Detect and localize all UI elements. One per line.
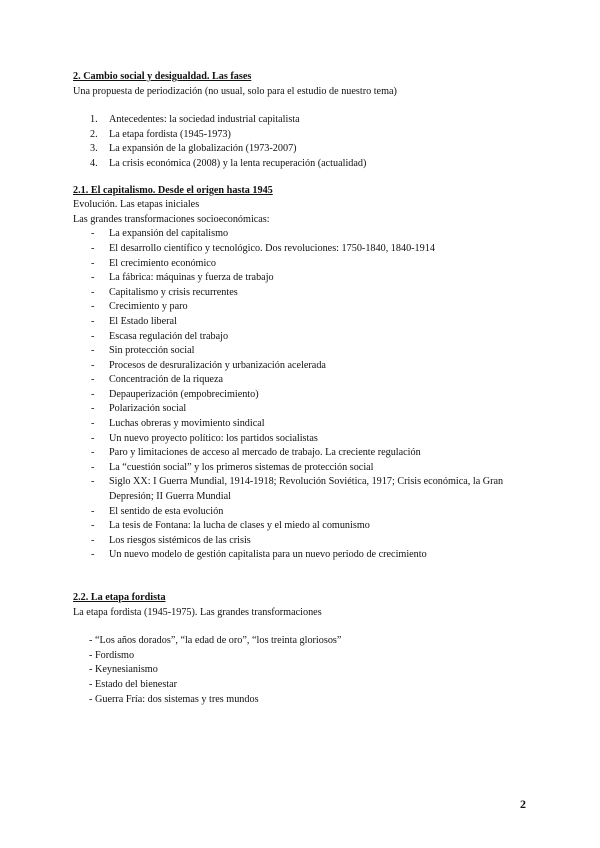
section-intro-periodizacion: Una propuesta de periodización (no usual, solo para el estudio de nuestro tema) bbox=[73, 85, 397, 97]
list-item: - Capitalismo y crisis recurrentes bbox=[91, 286, 238, 298]
list-item: - Un nuevo proyecto político: los partidos socialistas bbox=[91, 432, 318, 444]
list-item: - Escasa regulación del trabajo bbox=[91, 330, 229, 342]
section-intro-fordista: La etapa fordista (1945-1975). Las grandes transformaciones bbox=[73, 606, 322, 618]
list-item: - Los riesgos sistémicos de las crisis bbox=[91, 534, 251, 546]
phases-numbered-list bbox=[73, 113, 533, 171]
list-item: 2. La etapa fordista (1945-1973) bbox=[90, 128, 231, 140]
list-item: - Polarización social bbox=[91, 403, 187, 415]
list-item: - La tesis de Fontana: la lucha de clases y el miedo al comunismo bbox=[91, 520, 370, 532]
list-item: - El sentido de esta evolución bbox=[91, 505, 224, 517]
section-heading-fordista: 2.2. La etapa fordista bbox=[73, 592, 166, 603]
fordist-bullet-list bbox=[73, 634, 533, 707]
list-item: - El desarrollo científico y tecnológico. Dos revoluciones: 1750-1840, 1840-1914 bbox=[91, 242, 435, 254]
page-number: 2 bbox=[520, 797, 526, 811]
list-item: - El Estado liberal bbox=[91, 315, 177, 327]
list-item: - Paro y limitaciones de acceso al mercado de trabajo. La creciente regulación bbox=[91, 447, 421, 459]
list-item: - Crecimiento y paro bbox=[91, 301, 188, 313]
list-item: - Siglo XX: I Guerra Mundial, 1914-1918; Revolución Soviética, 1917; Crisis económica, la Gran Depresión; II Guerra Mundial bbox=[91, 476, 504, 503]
transformations-bullet-list bbox=[73, 227, 533, 563]
list-item: - Depauperización (empobrecimiento) bbox=[91, 388, 259, 400]
section-heading-capitalismo: 2.1. El capitalismo. Desde el origen hasta 1945 bbox=[73, 184, 273, 196]
list-item: 3. La expansión de la globalización (1973-2007) bbox=[90, 143, 297, 155]
list-item: - Fordismo bbox=[89, 649, 135, 661]
list-item: - Keynesianismo bbox=[89, 664, 158, 676]
list-item: - Procesos de desruralización y urbanización acelerada bbox=[91, 359, 326, 371]
list-item: - La “cuestión social” y los primeros sistemas de protección social bbox=[91, 461, 374, 473]
list-item: - La fábrica: máquinas y fuerza de trabajo bbox=[91, 272, 274, 284]
section-subtitle-transformaciones: Las grandes transformaciones socioeconómicas: bbox=[73, 213, 270, 225]
section-heading-fases: 2. Cambio social y desigualdad. Las fases bbox=[73, 71, 252, 82]
document-page bbox=[73, 70, 533, 707]
list-item: 4. La crisis económica (2008) y la lenta recuperación (actualidad) bbox=[90, 157, 367, 169]
list-item: - La expansión del capitalismo bbox=[91, 228, 229, 240]
list-item: - Guerra Fría: dos sistemas y tres mundos bbox=[89, 693, 259, 705]
list-item: 1. Antecedentes: la sociedad industrial capitalista bbox=[90, 114, 300, 126]
list-item: - “Los años dorados”, “la edad de oro”, “los treinta gloriosos” bbox=[89, 635, 342, 647]
list-item: - Estado del bienestar bbox=[89, 678, 178, 690]
list-item: - Un nuevo modelo de gestión capitalista para un nuevo periodo de crecimiento bbox=[91, 549, 427, 561]
section-subtitle-evolucion: Evolución. Las etapas iniciales bbox=[73, 199, 200, 211]
list-item: - Luchas obreras y movimiento sindical bbox=[91, 418, 265, 430]
list-item: - Sin protección social bbox=[91, 345, 195, 357]
list-item: - El crecimiento económico bbox=[91, 257, 216, 269]
list-item: - Concentración de la riqueza bbox=[91, 374, 223, 386]
